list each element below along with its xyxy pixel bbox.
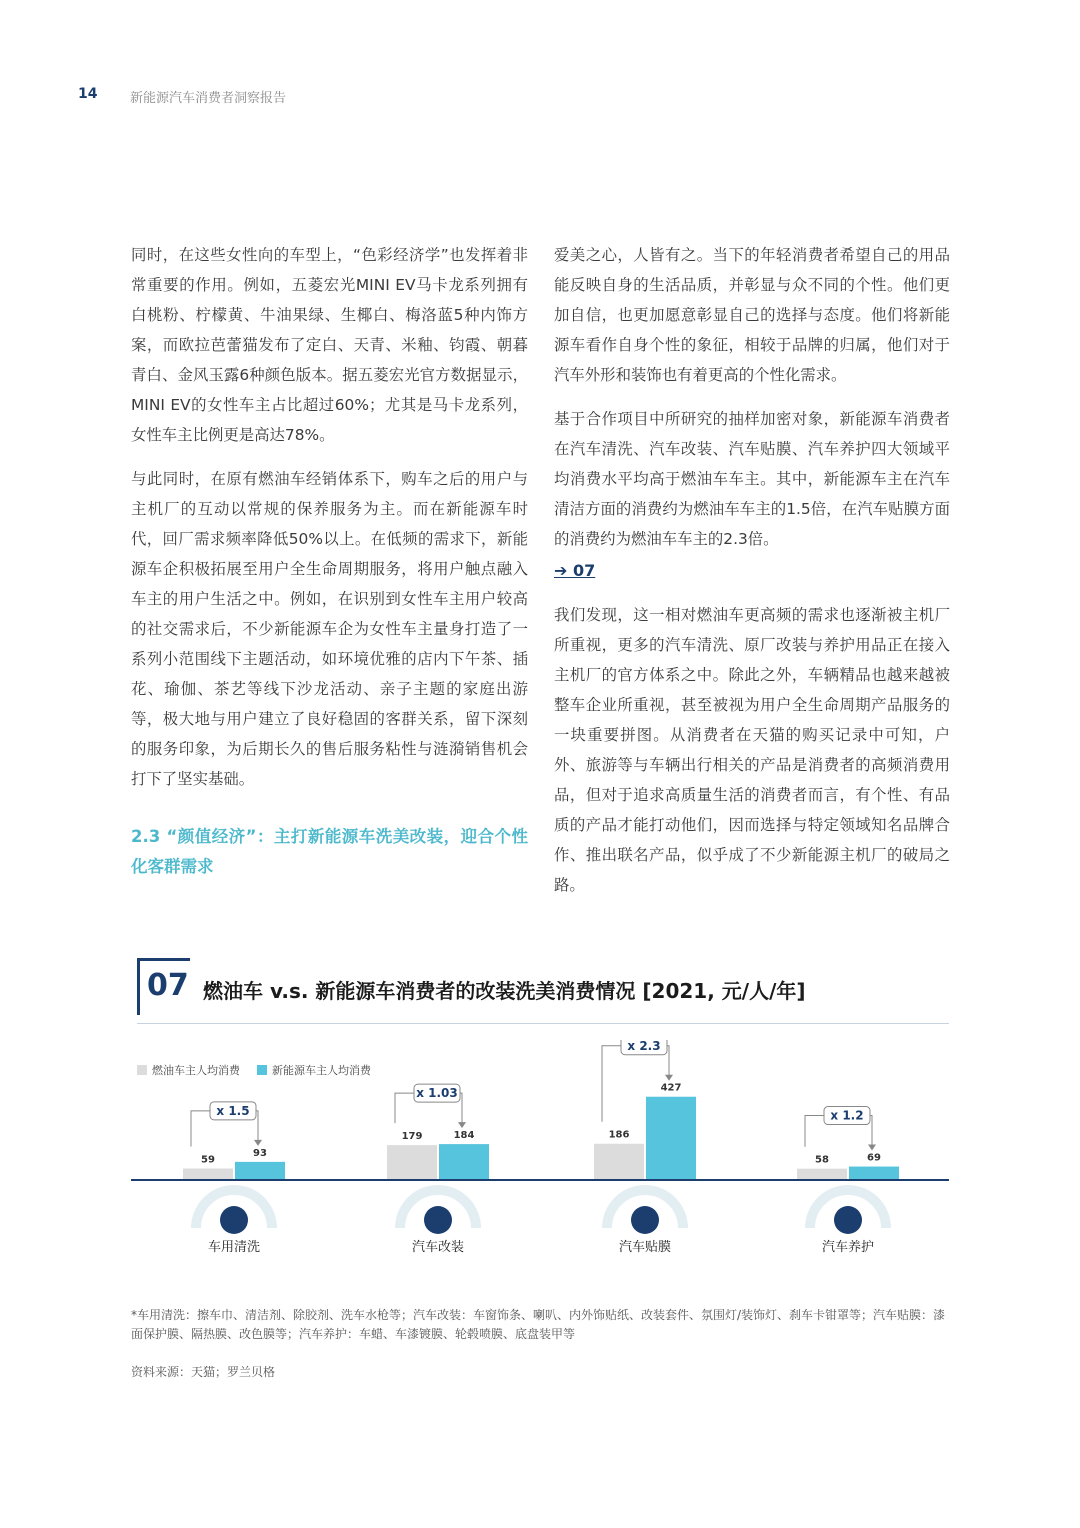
- page-number: 14: [78, 86, 98, 102]
- connector-line: [805, 1116, 824, 1147]
- car-maintenance-icon: [834, 1206, 862, 1234]
- car-wash-icon: [220, 1206, 248, 1234]
- footnote: *车用清洗：擦车巾、清洁剂、除胶剂、洗车水枪等；汽车改装：车窗饰条、喇叭、内外饰贴纸、改装套件、氛围灯/装饰灯、刹车卡钳罩等；汽车贴膜：漆面保护膜、隔热膜、改色膜等；汽车养护：车蜡、车漆镀膜、轮毂喷膜、底盘装甲等: [131, 1308, 946, 1341]
- figure-reference-link[interactable]: [554, 556, 950, 586]
- data-label: 93: [253, 1147, 267, 1159]
- paragraph: 与此同时，在原有燃油车经销体系下，购车之后的用户与主机厂的互动以常规的保养服务为主。而在新能源车时代，回厂需求频率降低50%以上。在低频的需求下，新能源车企积极拓展至用户全生命周期服务，将用户触点融入车主的用户生活之中。例如，在识别到女性车主用户较高的社交需求后，不少新能源车企为女性车主量身打造了一系列小范围线下主题活动，如环境优雅的店内下午茶、插花、瑜伽、茶艺等线下沙龙活动、亲子主题的家庭出游等，极大地与用户建立了良好稳固的客群关系，留下深刻的服务印象，为后期长久的售后服务粘性与涟漪销售机会打下了坚实基础。: [131, 470, 528, 788]
- paragraph: 我们发现，这一相对燃油车更高频的需求也逐渐被主机厂所重视，更多的汽车清洗、原厂改装与养护用品正在接入主机厂的官方体系之中。除此之外，车辆精品也越来越被整车企业所重视，甚至被视为用户全生命周期产品服务的一块重要拼图。从消费者在天猫的购买记录中可知，户外、旅游等与车辆出行相关的产品是消费者的高频消费用品，但对于追求高质量生活的消费者而言，有个性、有品质的产品才能打动他们，因而选择与特定领域知名品牌合作、推出联名产品，似乎成了不少新能源主机厂的破局之路。: [554, 606, 950, 894]
- bar-ice: [387, 1145, 437, 1180]
- left-column: [131, 240, 528, 882]
- data-label: 184: [453, 1130, 475, 1142]
- category-label: 汽车养护: [821, 1240, 875, 1255]
- arrow-down-icon: [868, 1145, 876, 1151]
- data-label: 186: [608, 1129, 630, 1141]
- figure-reference-number: 07: [572, 561, 596, 580]
- legend-label: 燃油车主人均消费: [152, 1064, 240, 1077]
- data-label: 69: [867, 1152, 881, 1164]
- multiplier-label: x 1.2: [830, 1108, 864, 1123]
- multiplier-label: x 1.03: [416, 1086, 458, 1101]
- car-film-icon: [631, 1206, 659, 1234]
- category-label: 车用清洗: [207, 1240, 261, 1255]
- data-label: 59: [201, 1154, 215, 1166]
- category-label: 汽车改装: [411, 1240, 465, 1255]
- paragraph: 同时，在这些女性向的车型上，“色彩经济学”也发挥着非常重要的作用。例如，五菱宏光MINI EV马卡龙系列拥有白桃粉、柠檬黄、牛油果绿、生椰白、梅洛蓝5种内饰方案，而欧拉芭蕾猫发布了定白、天青、米釉、钧霞、朝暮青白、金风玉露6种颜色版本。据五菱宏光官方数据显示，MINI EV的女性车主占比超过60%；尤其是马卡龙系列，女性车主比例更是高达78%。: [131, 246, 528, 444]
- connector-line: [191, 1111, 210, 1147]
- figure-title: 燃油车 v.s. 新能源车消费者的改装洗美消费情况 [2021, 元/人/年]: [203, 979, 806, 1003]
- bar-nev: [646, 1097, 696, 1180]
- arrow-down-icon: [665, 1075, 673, 1081]
- right-column: [554, 240, 950, 914]
- bar-ice: [183, 1168, 233, 1180]
- figure-number: 07: [147, 968, 189, 1003]
- data-label: 58: [815, 1154, 829, 1166]
- connector-line: [395, 1093, 414, 1123]
- paragraph: 基于合作项目中所研究的抽样加密对象，新能源车消费者在汽车清洗、汽车改装、汽车贴膜、汽车养护四大领域平均消费水平均高于燃油车车主。其中，新能源车主在汽车清洁方面的消费约为燃油车车主的1.5倍，在汽车贴膜方面的消费约为燃油车车主的2.3倍。: [554, 410, 950, 548]
- arrow-down-icon: [458, 1122, 466, 1128]
- legend-swatch: [137, 1065, 147, 1075]
- arrow-right-icon: ➔: [554, 561, 568, 580]
- connector-line: [602, 1046, 621, 1122]
- data-label: 427: [660, 1082, 682, 1094]
- legend-swatch: [257, 1065, 267, 1075]
- section-heading: 2.3 “颜值经济”：主打新能源车洗美改装，迎合个性化客群需求: [131, 827, 528, 876]
- multiplier-label: x 1.5: [216, 1103, 250, 1118]
- arrow-down-icon: [254, 1140, 262, 1146]
- report-title: 新能源汽车消费者洞察报告: [130, 91, 287, 106]
- bar-ice: [594, 1144, 644, 1180]
- bar-nev: [235, 1162, 285, 1180]
- legend-label: 新能源车主人均消费: [272, 1064, 371, 1077]
- paragraph: 爱美之心，人皆有之。当下的年轻消费者希望自己的用品能反映自身的生活品质，并彰显与众不同的个性。他们更加自信，也更加愿意彰显自己的选择与态度。他们将新能源车看作自身个性的象征，相较于品牌的归属，他们对于汽车外形和装饰也有着更高的个性化需求。: [554, 246, 950, 384]
- divider: [137, 1023, 949, 1024]
- source-note: 资料来源：天猫；罗兰贝格: [131, 1365, 276, 1379]
- car-modification-icon: [424, 1206, 452, 1234]
- bar-nev: [849, 1167, 899, 1180]
- bar-chart: [0, 1040, 1080, 1270]
- bar-nev: [439, 1144, 489, 1180]
- category-label: 汽车贴膜: [618, 1240, 672, 1255]
- multiplier-label: x 2.3: [627, 1040, 661, 1053]
- data-label: 179: [401, 1131, 423, 1143]
- bar-ice: [797, 1169, 847, 1180]
